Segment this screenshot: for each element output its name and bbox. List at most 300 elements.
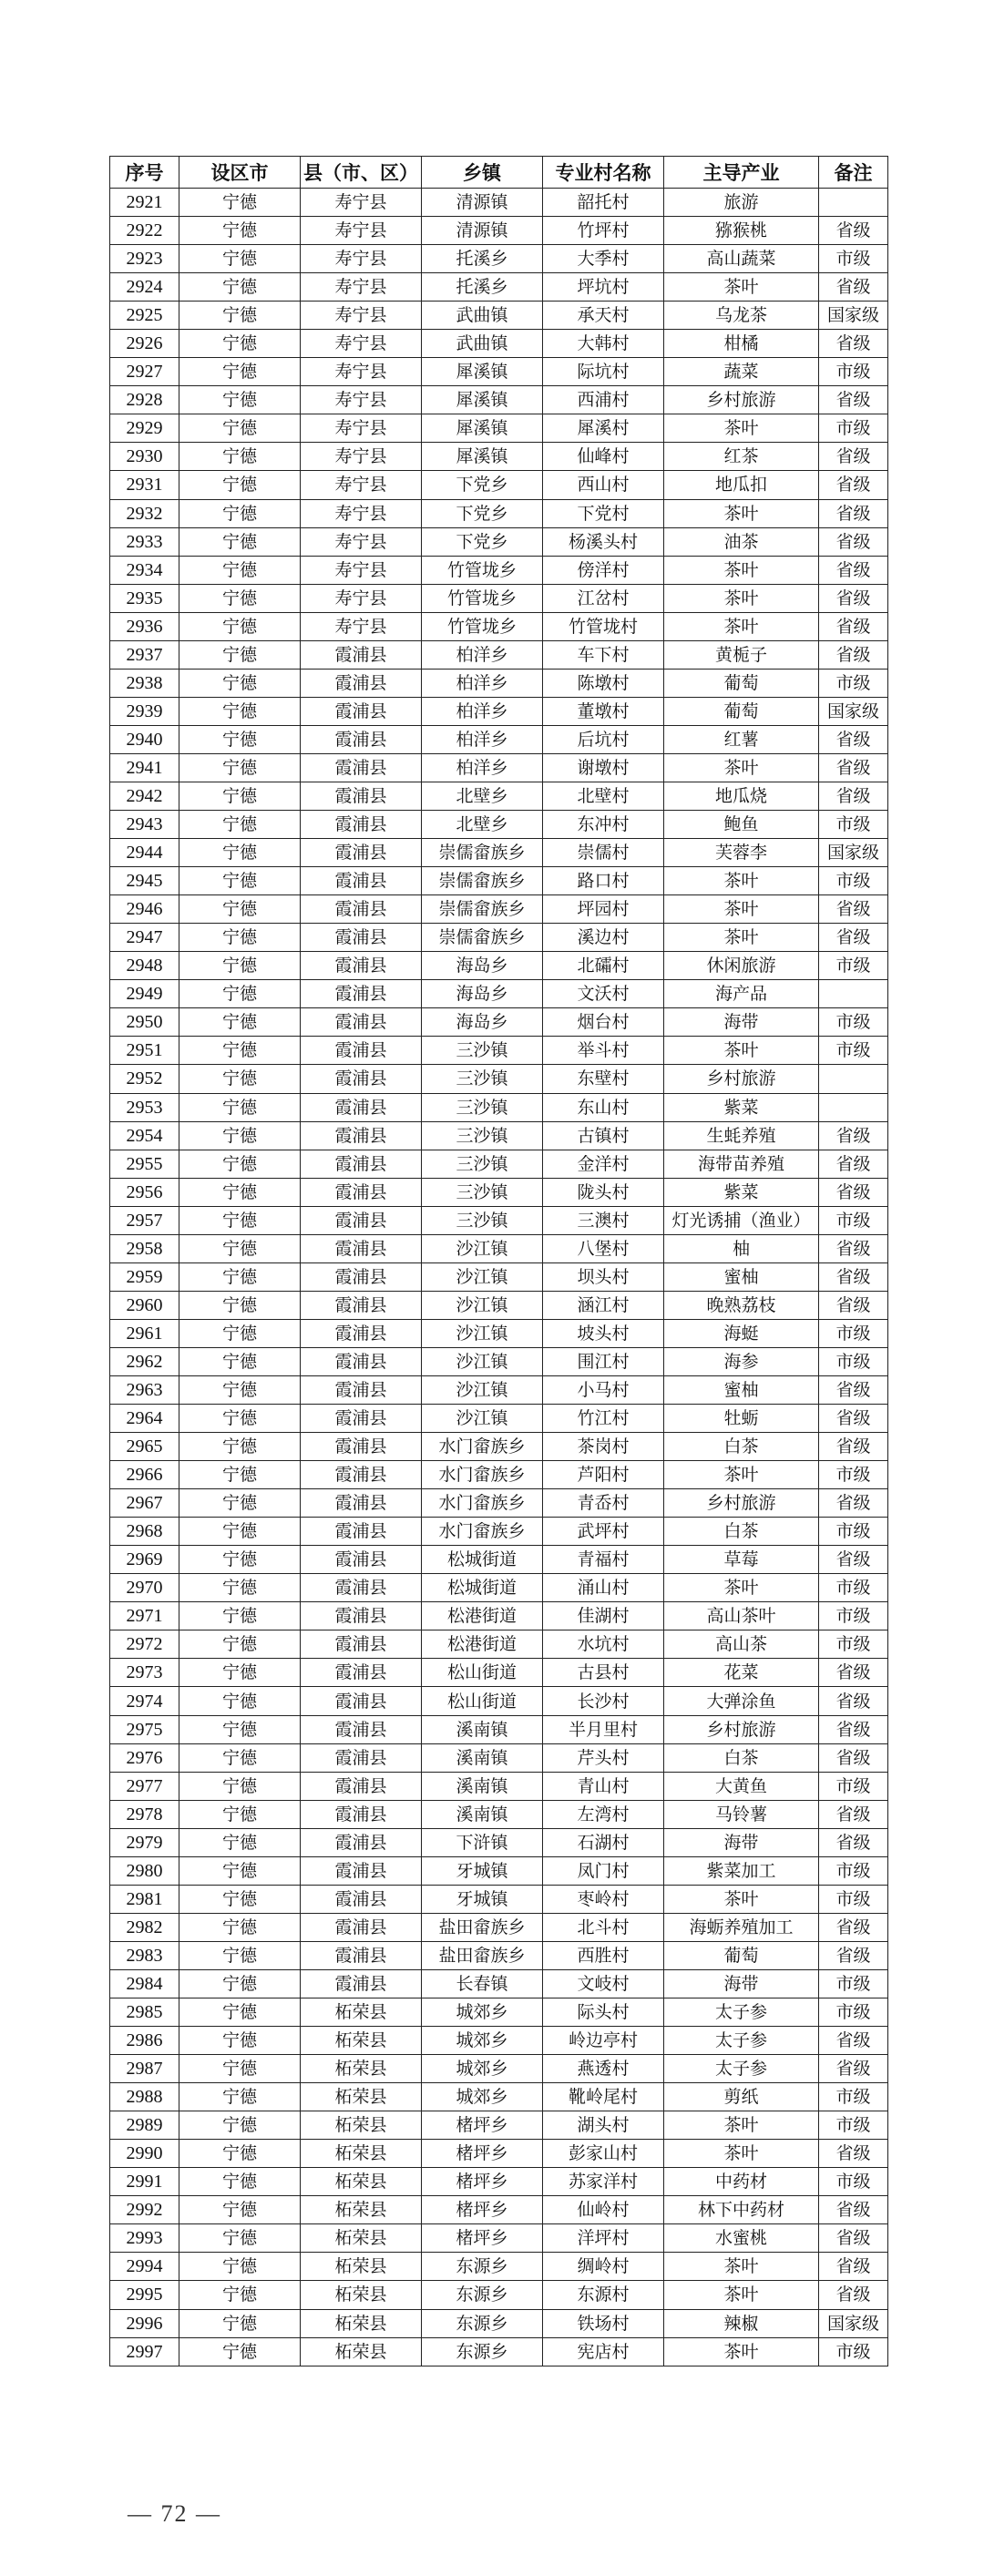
cell-industry: 海带 (664, 1969, 819, 1998)
cell-city: 宁德 (179, 1800, 301, 1828)
cell-township: 楮坪乡 (422, 2224, 543, 2253)
cell-village: 古镇村 (543, 1121, 664, 1150)
table-row (110, 1489, 888, 1518)
cell-village: 青岙村 (543, 1489, 664, 1518)
cell-industry: 紫菜 (664, 1178, 819, 1206)
cell-remark: 省级 (819, 612, 888, 640)
cell-city: 宁德 (179, 2168, 301, 2196)
cell-village: 文岐村 (543, 1969, 664, 1998)
cell-industry: 茶叶 (664, 1885, 819, 1913)
cell-village: 青福村 (543, 1546, 664, 1574)
cell-township: 柏洋乡 (422, 669, 543, 697)
cell-township: 城郊乡 (422, 2027, 543, 2055)
table-body (110, 189, 888, 2366)
cell-city: 宁德 (179, 1941, 301, 1969)
cell-village: 芹头村 (543, 1743, 664, 1772)
table-row (110, 1659, 888, 1687)
cell-city: 宁德 (179, 1347, 301, 1375)
cell-remark: 省级 (819, 2140, 888, 2168)
cell-village: 涌山村 (543, 1574, 664, 1602)
table-row (110, 217, 888, 245)
cell-remark: 省级 (819, 1489, 888, 1518)
table-row (110, 1262, 888, 1291)
cell-serial: 2995 (110, 2281, 179, 2309)
table-row (110, 2281, 888, 2309)
cell-township: 托溪乡 (422, 245, 543, 273)
cell-city: 宁德 (179, 1885, 301, 1913)
cell-industry: 林下中药材 (664, 2196, 819, 2224)
cell-city: 宁德 (179, 471, 301, 499)
table-row (110, 895, 888, 924)
cell-township: 崇儒畲族乡 (422, 839, 543, 867)
cell-city: 宁德 (179, 2281, 301, 2309)
cell-township: 溪南镇 (422, 1800, 543, 1828)
cell-city: 宁德 (179, 1065, 301, 1093)
cell-serial: 2956 (110, 1178, 179, 1206)
header-serial: 序号 (110, 157, 179, 189)
cell-township: 城郊乡 (422, 2083, 543, 2111)
cell-village: 东源村 (543, 2281, 664, 2309)
cell-county: 寿宁县 (301, 273, 422, 302)
cell-village: 韶托村 (543, 189, 664, 217)
cell-industry: 白茶 (664, 1743, 819, 1772)
cell-village: 彭家山村 (543, 2140, 664, 2168)
cell-city: 宁德 (179, 527, 301, 556)
table-row (110, 867, 888, 895)
cell-township: 城郊乡 (422, 2055, 543, 2083)
cell-village: 陇头村 (543, 1178, 664, 1206)
header-township: 乡镇 (422, 157, 543, 189)
table-row (110, 2111, 888, 2140)
cell-remark: 市级 (819, 1772, 888, 1800)
cell-county: 霞浦县 (301, 1065, 422, 1093)
cell-township: 清源镇 (422, 189, 543, 217)
table-row (110, 1969, 888, 1998)
table-row (110, 584, 888, 612)
cell-city: 宁德 (179, 1093, 301, 1121)
cell-village: 犀溪村 (543, 414, 664, 443)
cell-township: 下党乡 (422, 527, 543, 556)
table-row (110, 1234, 888, 1262)
cell-serial: 2987 (110, 2055, 179, 2083)
cell-village: 茶岗村 (543, 1433, 664, 1461)
header-county: 县（市、区） (301, 157, 422, 189)
cell-county: 霞浦县 (301, 1262, 422, 1291)
cell-county: 霞浦县 (301, 1405, 422, 1433)
cell-industry: 黄栀子 (664, 640, 819, 669)
cell-county: 柘荣县 (301, 2224, 422, 2253)
cell-serial: 2937 (110, 640, 179, 669)
cell-city: 宁德 (179, 1602, 301, 1630)
cell-village: 大韩村 (543, 330, 664, 358)
table-row (110, 1121, 888, 1150)
table-row (110, 640, 888, 669)
cell-county: 柘荣县 (301, 2027, 422, 2055)
header-village: 专业村名称 (543, 157, 664, 189)
cell-serial: 2931 (110, 471, 179, 499)
cell-serial: 2935 (110, 584, 179, 612)
cell-industry: 茶叶 (664, 584, 819, 612)
cell-township: 北壁乡 (422, 811, 543, 839)
cell-city: 宁德 (179, 1743, 301, 1772)
cell-serial: 2949 (110, 980, 179, 1008)
village-industry-table (109, 156, 888, 2366)
cell-township: 盐田畲族乡 (422, 1941, 543, 1969)
cell-city: 宁德 (179, 1433, 301, 1461)
cell-industry: 茶叶 (664, 867, 819, 895)
cell-county: 寿宁县 (301, 245, 422, 273)
cell-industry: 晚熟荔枝 (664, 1291, 819, 1319)
cell-city: 宁德 (179, 245, 301, 273)
cell-village: 枣岭村 (543, 1885, 664, 1913)
cell-city: 宁德 (179, 1234, 301, 1262)
cell-industry: 茶叶 (664, 499, 819, 527)
cell-township: 犀溪镇 (422, 386, 543, 414)
cell-city: 宁德 (179, 1461, 301, 1489)
cell-remark: 市级 (819, 1856, 888, 1885)
cell-township: 崇儒畲族乡 (422, 895, 543, 924)
cell-county: 霞浦县 (301, 1941, 422, 1969)
cell-county: 柘荣县 (301, 2140, 422, 2168)
cell-serial: 2992 (110, 2196, 179, 2224)
cell-industry: 乡村旅游 (664, 1065, 819, 1093)
cell-county: 霞浦县 (301, 1913, 422, 1941)
cell-remark: 市级 (819, 1574, 888, 1602)
cell-village: 洋坪村 (543, 2224, 664, 2253)
cell-remark: 省级 (819, 1150, 888, 1178)
cell-city: 宁德 (179, 273, 301, 302)
table-row (110, 1093, 888, 1121)
table-row (110, 1885, 888, 1913)
cell-industry: 茶叶 (664, 1574, 819, 1602)
cell-remark: 国家级 (819, 2309, 888, 2337)
cell-city: 宁德 (179, 1008, 301, 1037)
cell-village: 岭边亭村 (543, 2027, 664, 2055)
cell-village: 铁场村 (543, 2309, 664, 2337)
cell-remark: 市级 (819, 245, 888, 273)
cell-serial: 2984 (110, 1969, 179, 1998)
cell-serial: 2976 (110, 1743, 179, 1772)
cell-township: 犀溪镇 (422, 443, 543, 471)
cell-city: 宁德 (179, 2083, 301, 2111)
cell-village: 燕透村 (543, 2055, 664, 2083)
cell-industry: 茶叶 (664, 1461, 819, 1489)
cell-industry: 海带 (664, 1828, 819, 1856)
cell-remark: 国家级 (819, 697, 888, 725)
cell-industry: 旅游 (664, 189, 819, 217)
cell-county: 寿宁县 (301, 584, 422, 612)
table-row (110, 1518, 888, 1546)
cell-village: 围江村 (543, 1347, 664, 1375)
cell-county: 霞浦县 (301, 1433, 422, 1461)
cell-city: 宁德 (179, 1375, 301, 1404)
cell-village: 坪园村 (543, 895, 664, 924)
cell-remark: 省级 (819, 1659, 888, 1687)
cell-remark: 省级 (819, 1715, 888, 1743)
table-row (110, 330, 888, 358)
cell-township: 沙江镇 (422, 1291, 543, 1319)
cell-industry: 剪纸 (664, 2083, 819, 2111)
cell-township: 柏洋乡 (422, 640, 543, 669)
cell-village: 武坪村 (543, 1518, 664, 1546)
cell-remark: 市级 (819, 1008, 888, 1037)
cell-village: 后坑村 (543, 725, 664, 753)
cell-township: 楮坪乡 (422, 2168, 543, 2196)
cell-township: 三沙镇 (422, 1150, 543, 1178)
table-row (110, 1743, 888, 1772)
cell-serial: 2944 (110, 839, 179, 867)
cell-industry: 蜜柚 (664, 1262, 819, 1291)
cell-city: 宁德 (179, 414, 301, 443)
cell-township: 盐田畲族乡 (422, 1913, 543, 1941)
table-row (110, 1065, 888, 1093)
cell-industry: 海产品 (664, 980, 819, 1008)
cell-village: 烟台村 (543, 1008, 664, 1037)
cell-remark: 市级 (819, 1518, 888, 1546)
cell-serial: 2936 (110, 612, 179, 640)
table-header-row (110, 157, 888, 189)
cell-village: 杨溪头村 (543, 527, 664, 556)
cell-township: 水门畲族乡 (422, 1489, 543, 1518)
table-row (110, 782, 888, 810)
cell-village: 北斗村 (543, 1913, 664, 1941)
cell-serial: 2938 (110, 669, 179, 697)
cell-industry: 茶叶 (664, 2111, 819, 2140)
cell-township: 下浒镇 (422, 1828, 543, 1856)
cell-county: 霞浦县 (301, 1574, 422, 1602)
cell-county: 柘荣县 (301, 2281, 422, 2309)
cell-industry: 太子参 (664, 1998, 819, 2027)
cell-remark: 省级 (819, 1405, 888, 1433)
cell-county: 霞浦县 (301, 1489, 422, 1518)
cell-township: 长春镇 (422, 1969, 543, 1998)
cell-township: 北壁乡 (422, 782, 543, 810)
cell-industry: 马铃薯 (664, 1800, 819, 1828)
cell-serial: 2943 (110, 811, 179, 839)
cell-township: 东源乡 (422, 2309, 543, 2337)
cell-city: 宁德 (179, 697, 301, 725)
cell-industry: 海蜓 (664, 1319, 819, 1347)
cell-village: 三澳村 (543, 1206, 664, 1234)
cell-city: 宁德 (179, 584, 301, 612)
cell-city: 宁德 (179, 782, 301, 810)
cell-remark: 省级 (819, 2027, 888, 2055)
cell-remark: 市级 (819, 1461, 888, 1489)
cell-industry: 柚 (664, 1234, 819, 1262)
cell-county: 霞浦县 (301, 1375, 422, 1404)
cell-remark: 省级 (819, 2253, 888, 2281)
cell-village: 北壁村 (543, 782, 664, 810)
cell-township: 下党乡 (422, 499, 543, 527)
cell-remark: 省级 (819, 1743, 888, 1772)
cell-serial: 2958 (110, 1234, 179, 1262)
cell-township: 楮坪乡 (422, 2111, 543, 2140)
table-row (110, 2337, 888, 2366)
cell-industry: 草莓 (664, 1546, 819, 1574)
cell-remark: 市级 (819, 1998, 888, 2027)
cell-township: 沙江镇 (422, 1262, 543, 1291)
table-row (110, 471, 888, 499)
cell-city: 宁德 (179, 669, 301, 697)
cell-remark: 省级 (819, 1121, 888, 1150)
cell-serial: 2946 (110, 895, 179, 924)
cell-county: 寿宁县 (301, 217, 422, 245)
cell-city: 宁德 (179, 1687, 301, 1715)
cell-industry: 葡萄 (664, 697, 819, 725)
cell-village: 陈墩村 (543, 669, 664, 697)
cell-township: 柏洋乡 (422, 725, 543, 753)
cell-county: 霞浦县 (301, 1630, 422, 1659)
cell-township: 溪南镇 (422, 1715, 543, 1743)
cell-serial: 2994 (110, 2253, 179, 2281)
cell-serial: 2993 (110, 2224, 179, 2253)
cell-village: 崇儒村 (543, 839, 664, 867)
table-row (110, 1375, 888, 1404)
cell-industry: 白茶 (664, 1518, 819, 1546)
cell-serial: 2981 (110, 1885, 179, 1913)
cell-serial: 2947 (110, 924, 179, 952)
cell-village: 涵江村 (543, 1291, 664, 1319)
cell-industry: 乡村旅游 (664, 1715, 819, 1743)
cell-remark: 市级 (819, 358, 888, 386)
cell-village: 长沙村 (543, 1687, 664, 1715)
cell-township: 松山街道 (422, 1687, 543, 1715)
cell-city: 宁德 (179, 895, 301, 924)
cell-city: 宁德 (179, 2224, 301, 2253)
cell-county: 霞浦县 (301, 1602, 422, 1630)
cell-township: 崇儒畲族乡 (422, 867, 543, 895)
cell-county: 寿宁县 (301, 471, 422, 499)
table-row (110, 725, 888, 753)
cell-township: 松山街道 (422, 1659, 543, 1687)
cell-industry: 高山蔬菜 (664, 245, 819, 273)
cell-village: 北礵村 (543, 952, 664, 980)
cell-county: 寿宁县 (301, 499, 422, 527)
table-row (110, 1574, 888, 1602)
cell-city: 宁德 (179, 839, 301, 867)
cell-county: 寿宁县 (301, 443, 422, 471)
cell-remark: 市级 (819, 1347, 888, 1375)
cell-serial: 2922 (110, 217, 179, 245)
cell-village: 古县村 (543, 1659, 664, 1687)
cell-industry: 茶叶 (664, 556, 819, 584)
cell-village: 举斗村 (543, 1037, 664, 1065)
table-row (110, 1602, 888, 1630)
cell-serial: 2929 (110, 414, 179, 443)
table-row (110, 1800, 888, 1828)
cell-remark: 国家级 (819, 839, 888, 867)
cell-county: 寿宁县 (301, 302, 422, 330)
cell-county: 寿宁县 (301, 556, 422, 584)
cell-county: 霞浦县 (301, 1093, 422, 1121)
table-row (110, 1856, 888, 1885)
cell-industry: 太子参 (664, 2055, 819, 2083)
cell-city: 宁德 (179, 1518, 301, 1546)
cell-county: 柘荣县 (301, 2309, 422, 2337)
cell-township: 柏洋乡 (422, 697, 543, 725)
cell-township: 三沙镇 (422, 1206, 543, 1234)
cell-village: 半月里村 (543, 1715, 664, 1743)
cell-remark: 市级 (819, 1602, 888, 1630)
cell-serial: 2985 (110, 1998, 179, 2027)
header-remark: 备注 (819, 157, 888, 189)
cell-village: 车下村 (543, 640, 664, 669)
cell-village: 溪边村 (543, 924, 664, 952)
cell-county: 寿宁县 (301, 189, 422, 217)
cell-county: 柘荣县 (301, 2111, 422, 2140)
cell-county: 霞浦县 (301, 1121, 422, 1150)
cell-township: 三沙镇 (422, 1178, 543, 1206)
cell-village: 际头村 (543, 1998, 664, 2027)
cell-remark: 省级 (819, 2055, 888, 2083)
cell-industry: 辣椒 (664, 2309, 819, 2337)
cell-township: 托溪乡 (422, 273, 543, 302)
cell-serial: 2959 (110, 1262, 179, 1291)
table-row (110, 753, 888, 782)
cell-township: 犀溪镇 (422, 358, 543, 386)
cell-city: 宁德 (179, 1574, 301, 1602)
table-row (110, 1319, 888, 1347)
cell-city: 宁德 (179, 811, 301, 839)
cell-remark (819, 1093, 888, 1121)
cell-county: 霞浦县 (301, 924, 422, 952)
cell-industry: 油茶 (664, 527, 819, 556)
cell-city: 宁德 (179, 612, 301, 640)
cell-remark: 省级 (819, 1913, 888, 1941)
cell-remark: 市级 (819, 1630, 888, 1659)
cell-serial: 2973 (110, 1659, 179, 1687)
table-row (110, 443, 888, 471)
cell-village: 西浦村 (543, 386, 664, 414)
cell-remark: 省级 (819, 471, 888, 499)
cell-remark: 市级 (819, 952, 888, 980)
cell-village: 湖头村 (543, 2111, 664, 2140)
cell-county: 霞浦县 (301, 1885, 422, 1913)
cell-city: 宁德 (179, 867, 301, 895)
cell-remark: 省级 (819, 895, 888, 924)
cell-serial: 2963 (110, 1375, 179, 1404)
cell-industry: 高山茶叶 (664, 1602, 819, 1630)
cell-serial: 2940 (110, 725, 179, 753)
table-row (110, 414, 888, 443)
cell-village: 江岔村 (543, 584, 664, 612)
cell-industry: 牡蛎 (664, 1405, 819, 1433)
cell-remark: 市级 (819, 2337, 888, 2366)
cell-village: 绸岭村 (543, 2253, 664, 2281)
cell-remark: 省级 (819, 584, 888, 612)
cell-township: 下党乡 (422, 471, 543, 499)
cell-remark: 市级 (819, 2168, 888, 2196)
cell-village: 金洋村 (543, 1150, 664, 1178)
cell-township: 城郊乡 (422, 1998, 543, 2027)
cell-township: 松城街道 (422, 1574, 543, 1602)
cell-serial: 2991 (110, 2168, 179, 2196)
cell-township: 松港街道 (422, 1630, 543, 1659)
cell-township: 水门畲族乡 (422, 1518, 543, 1546)
cell-city: 宁德 (179, 924, 301, 952)
cell-county: 霞浦县 (301, 952, 422, 980)
cell-city: 宁德 (179, 1319, 301, 1347)
cell-township: 东源乡 (422, 2337, 543, 2366)
cell-industry: 紫菜加工 (664, 1856, 819, 1885)
table-row (110, 2224, 888, 2253)
cell-village: 佳湖村 (543, 1602, 664, 1630)
table-row (110, 612, 888, 640)
cell-remark: 市级 (819, 1206, 888, 1234)
table-row (110, 1998, 888, 2027)
cell-remark: 省级 (819, 1828, 888, 1856)
cell-industry: 茶叶 (664, 2253, 819, 2281)
